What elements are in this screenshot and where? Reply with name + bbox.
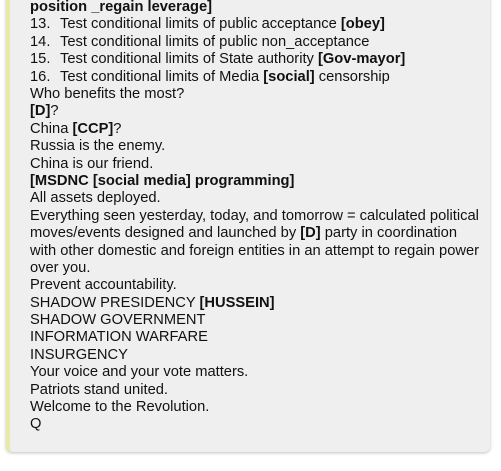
- msdnc-open: [MSDNC: [30, 172, 93, 189]
- paragraph-d-tag: [D]: [300, 225, 321, 242]
- shadow-government-line: SHADOW GOVERNMENT: [30, 312, 206, 329]
- china-question-line: [30, 121, 496, 138]
- list-tag: [Gov-mayor]: [317, 51, 406, 68]
- msdnc-close: programming]: [190, 172, 295, 189]
- shadow-presidency-text: SHADOW PRESIDENCY: [30, 294, 200, 311]
- list-item-14: [30, 34, 496, 51]
- list-number: 14.: [30, 33, 51, 50]
- insurgency-line: INSURGENCY: [30, 346, 128, 363]
- china-text: China: [30, 120, 73, 137]
- patriots-line: Patriots stand united.: [30, 381, 168, 398]
- shadow-presidency-line: [30, 295, 496, 312]
- list-number: 15.: [30, 51, 51, 68]
- post-card: [6, 0, 490, 452]
- list-text: Test conditional limits of Media: [60, 68, 264, 85]
- list-item-15: [30, 51, 496, 68]
- ccp-tag: [CCP]: [72, 120, 114, 137]
- cut-off-line: position _regain leverage]: [30, 0, 213, 15]
- welcome-line: Welcome to the Revolution.: [30, 399, 210, 416]
- list-text: Test conditional limits of State authority: [60, 51, 318, 68]
- list-tag: [social]: [263, 68, 315, 85]
- list-text: Test conditional limits of public acceptance: [60, 16, 341, 33]
- who-benefits-line: Who benefits the most?: [30, 85, 185, 102]
- hussein-tag: [HUSSEIN]: [199, 294, 275, 311]
- china-question-mark: ?: [113, 120, 122, 137]
- social-media-tag: [social media]: [92, 172, 191, 189]
- list-number: 13.: [30, 16, 51, 33]
- prevent-line: Prevent accountability.: [30, 277, 177, 294]
- china-friend-line: China is our friend.: [30, 155, 154, 172]
- list-item-16: [30, 69, 496, 86]
- voice-line: Your voice and your vote matters.: [30, 364, 249, 381]
- d-question-mark: ?: [50, 103, 59, 120]
- paragraph-everything: [30, 208, 482, 278]
- information-warfare-line: INFORMATION WARFARE: [30, 329, 208, 346]
- paragraph-text-a: Everything seen yesterday, today, and tomorrow = calculated political moves/events designed and launched by: [30, 207, 479, 242]
- list-number: 16.: [30, 68, 51, 85]
- paragraph-text-b: party in coordination with other domestic and foreign entities in an attempt to regain power over you.: [30, 225, 480, 276]
- d-tag: [D]: [30, 103, 51, 120]
- msdnc-line: [30, 173, 496, 190]
- list-item-13: [30, 16, 496, 33]
- list-text-rest: censorship: [314, 68, 390, 85]
- list-tag: [obey]: [340, 16, 385, 33]
- assets-line: All assets deployed.: [30, 190, 161, 207]
- d-question-line: [30, 103, 496, 120]
- post-body: [30, 0, 496, 434]
- list-text: Test conditional limits of public non_acceptance: [60, 33, 370, 50]
- signoff-q: Q: [30, 416, 42, 433]
- russia-line: Russia is the enemy.: [30, 138, 166, 155]
